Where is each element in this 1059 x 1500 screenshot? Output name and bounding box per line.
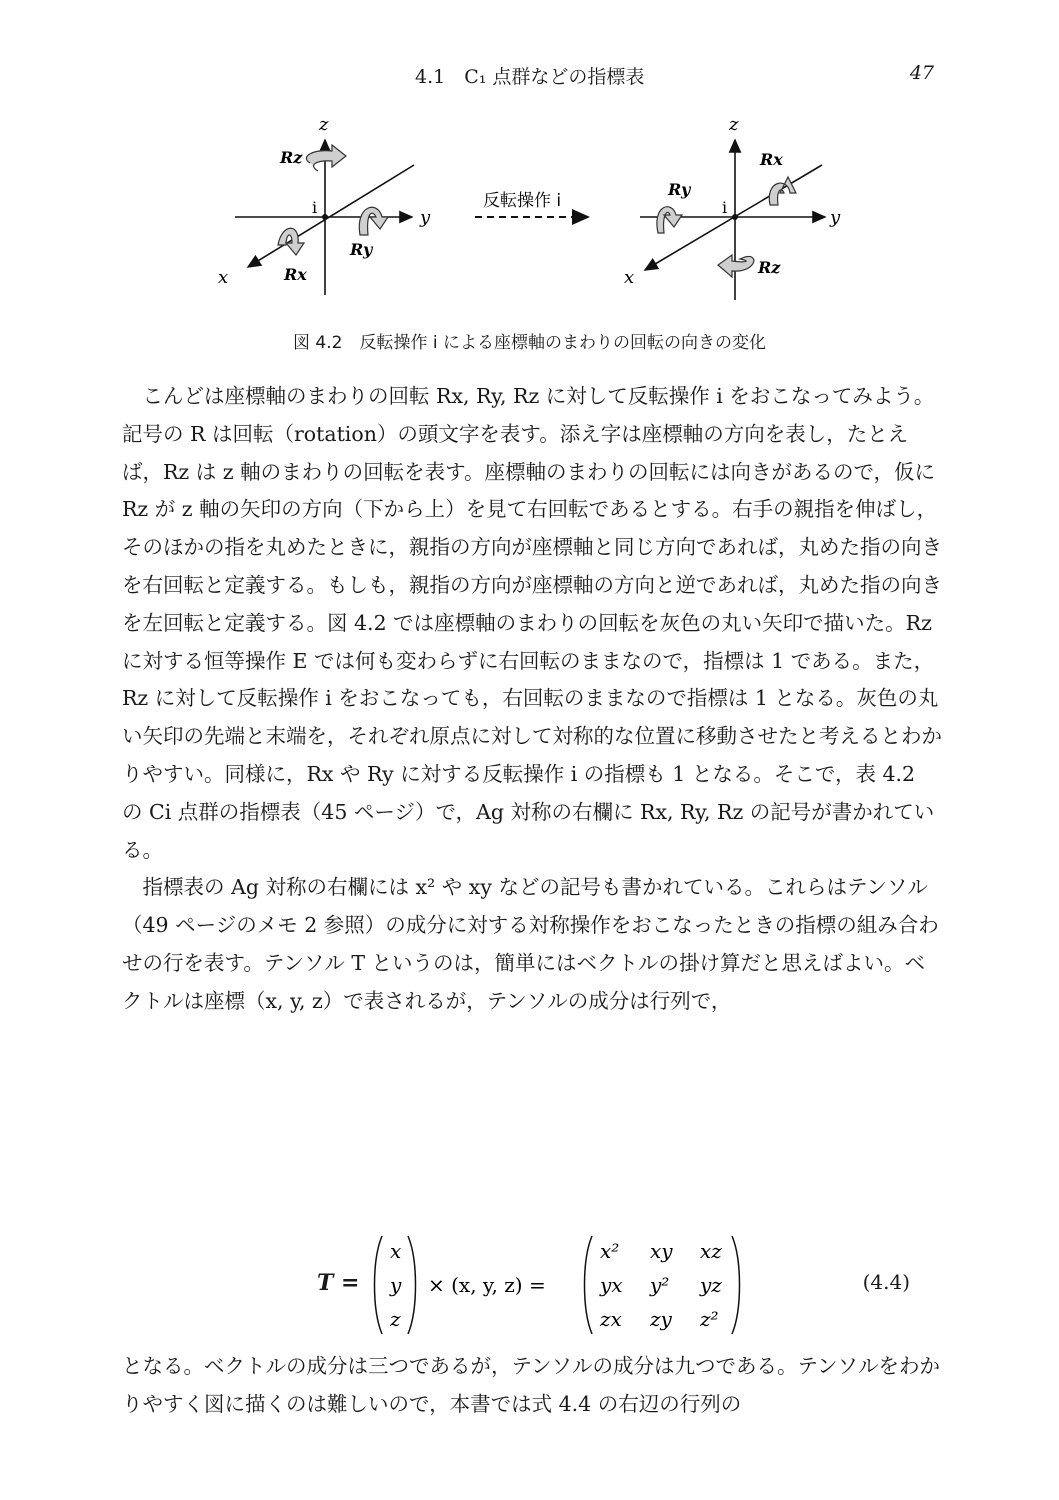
left-y-label: y <box>420 207 431 228</box>
matrix-21: yx <box>600 1273 623 1297</box>
right-center-label: i <box>722 198 728 217</box>
vector-y: y <box>390 1273 402 1297</box>
body-text <box>122 378 942 1021</box>
left-rx-label: Rx <box>284 265 307 284</box>
right-axes <box>640 140 825 300</box>
right-z-label: z <box>729 114 739 135</box>
paragraph-1: こんどは座標軸のまわりの回転 Rx, Ry, Rz に対して反転操作 i をおこなってみよう。記号の R は回転（rotation）の頭文字を表す。添え字は座標軸の方向を表し，たとえば，Rz は z 軸のまわりの回転を表す。座標軸のまわりの回転には向きがあるので，仮に Rz が z 軸の矢印の方向（下から上）を見て右回転であるとする。右手の親指を伸ばし，そのほかの指を丸めたときに，親指の方向が座標軸と同じ方向であれば，丸めた指の向きを右回転と定義する。もしも，親指の方向が座標軸の方向と逆であれば，丸めた指の向きを左回転と定義する。図 4.2 では座標軸のまわりの回転を灰色の丸い矢印で描いた。Rz に対する恒等操作 E では何も変わらずに右回転のままなので，指標は 1 である。また，Rz に対して反転操作 i をおこなっても，右回転のままなので指標は 1 となる。灰色の丸い矢印の先端と末端を，それぞれ原点に対して対称的な位置に移動させたと考えるとわかりやすい。同様に，Rx や Ry に対する反転操作 i の指標も 1 となる。そこで，表 4.2 の Ci 点群の指標表（45 ページ）で，Ag 対称の右欄に Rx, Ry, Rz の記号が書かれている。 <box>122 384 942 862</box>
matrix-23: yz <box>700 1273 722 1297</box>
matrix-32: zy <box>650 1307 672 1331</box>
figure-4-2 <box>200 105 860 305</box>
right-rx-label: Rx <box>760 150 783 169</box>
left-center-label: i <box>312 198 318 217</box>
left-rz-label: Rz <box>280 148 303 167</box>
figure-caption: 図 4.2 反転操作 i による座標軸のまわりの回転の向きの変化 <box>293 333 766 353</box>
equation-number: (4.4) <box>862 1270 910 1294</box>
right-ry-label: Ry <box>668 180 691 199</box>
equation-lhs: T = <box>317 1270 360 1296</box>
matrix-11: x² <box>600 1239 620 1263</box>
equation-times: × (x, y, z) = <box>428 1273 546 1297</box>
left-z-label: z <box>319 114 329 135</box>
left-x-label: x <box>218 267 229 288</box>
right-x-label: x <box>624 267 635 288</box>
matrix-33: z² <box>700 1307 719 1331</box>
section-title: 4.1 C₁ 点群などの指標表 <box>415 66 645 88</box>
left-axes <box>235 140 414 295</box>
matrix-31: zx <box>600 1307 622 1331</box>
vector-z: z <box>390 1307 401 1331</box>
matrix-22: y² <box>650 1273 670 1297</box>
page-number: 47 <box>909 62 934 84</box>
matrix-12: xy <box>650 1239 673 1263</box>
paragraph-after-equation: となる。ベクトルの成分は三つであるが，テンソルの成分は九つである。テンソルをわかりやすく図に描くのは難しいので，本書では式 4.4 の右辺の行列の <box>122 1354 940 1416</box>
inversion-label: 反転操作 i <box>483 191 562 211</box>
paragraph-2: 指標表の Ag 対称の右欄には x² や xy などの記号も書かれている。これらはテンソル（49 ページのメモ 2 参照）の成分に対する対称操作をおこなったときの指標の組み合わせの行を表す。テンソル T というのは，簡単にはベクトルの掛け算だと思えばよい。ベクトルは座標（x, y, z）で表されるが，テンソルの成分は行列で， <box>122 875 939 1013</box>
left-ry-label: Ry <box>350 240 373 259</box>
equation-4-4 <box>122 1230 942 1340</box>
right-rz-label: Rz <box>758 258 781 277</box>
matrix-13: xz <box>700 1239 722 1263</box>
equation-body <box>370 1230 890 1340</box>
vector-x: x <box>390 1239 402 1263</box>
right-y-label: y <box>830 207 841 228</box>
running-header <box>0 62 1059 92</box>
